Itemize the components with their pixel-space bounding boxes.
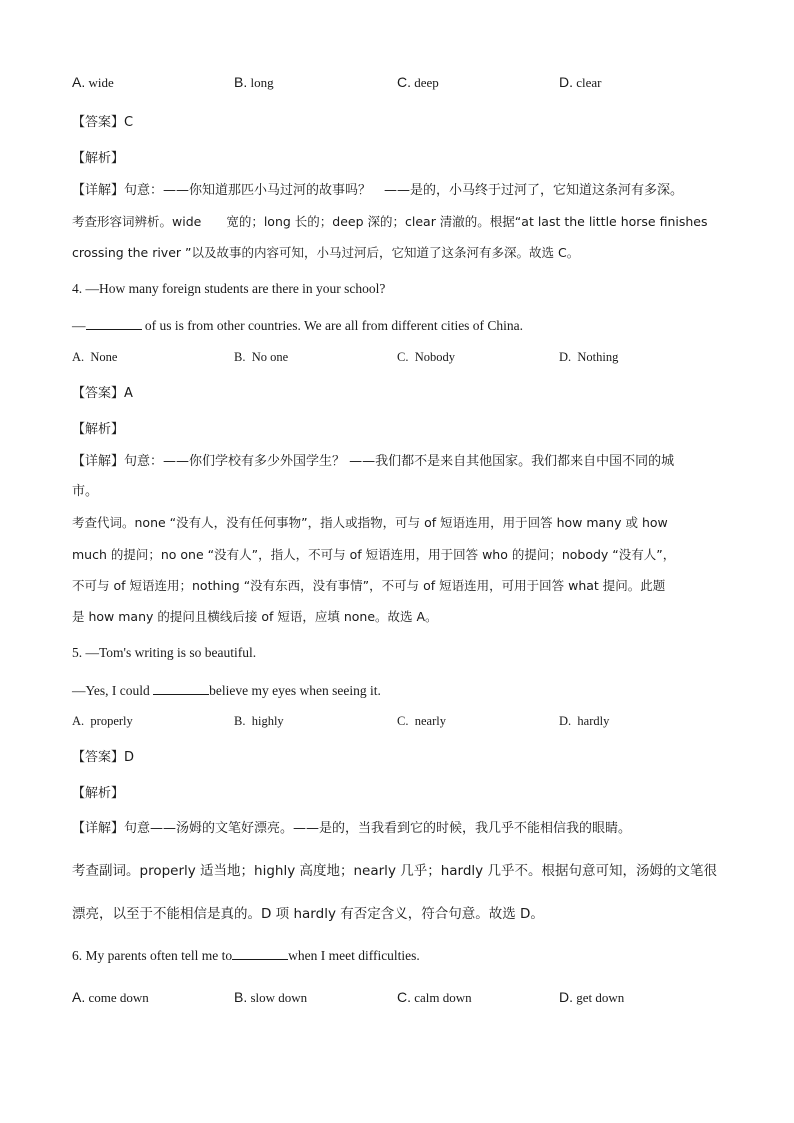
q3-option-d (559, 73, 602, 92)
option-text: come down (88, 990, 149, 1005)
option-letter: D. (559, 74, 573, 90)
option-text: None (90, 350, 118, 364)
stem-suffix: when I meet difficulties. (288, 948, 420, 963)
stem-prefix: — (72, 318, 86, 333)
q3-option-b (234, 73, 274, 92)
answer-blank (153, 681, 209, 695)
q4-detail-1: 【详解】句意：——你们学校有多少外国学生？ ——我们都不是来自其他国家。我们都来自中国不同的城 (72, 454, 675, 469)
q5-stem-2 (72, 681, 381, 700)
option-text: highly (251, 714, 284, 728)
q5-answer: 【答案】D (72, 750, 135, 765)
q6-option-b (234, 988, 307, 1007)
option-text: No one (251, 350, 289, 364)
q5-explain-2: 漂亮，以至于不能相信是真的。D 项 hardly 有否定含义，符合句意。故选 D。 (72, 906, 544, 922)
option-letter: B. (234, 714, 246, 728)
option-letter: D. (559, 989, 573, 1005)
q4-stem-1: 4. —How many foreign students are there in your school? (72, 281, 386, 296)
q3-answer: 【答案】C (72, 115, 134, 130)
q4-explain-1: 考查代词。none “没有人，没有任何事物”，指人或指物，可与 of 短语连用，用于回答 how many 或 how (72, 515, 668, 530)
option-letter: C. (397, 989, 411, 1005)
q5-option-a (72, 712, 133, 730)
option-text: Nobody (414, 350, 455, 364)
q5-option-d (559, 712, 609, 730)
q3-explain-2: crossing the river ”以及故事的内容可知，小马过河后，它知道了这条河有多深。故选 C。 (72, 245, 580, 260)
q4-explain-3: 不可与 of 短语连用；nothing “没有东西，没有事情”，不可与 of 短语连用，可用于回答 what 提问。此题 (72, 578, 666, 593)
option-text: calm down (414, 990, 472, 1005)
q4-explain-2: much 的提问；no one “没有人”，指人，不可与 of 短语连用，用于回答 who 的提问；nobody “没有人”， (72, 547, 676, 562)
q3-option-c (397, 73, 439, 92)
option-text: properly (90, 714, 133, 728)
option-letter: B. (234, 350, 246, 364)
answer-blank (86, 316, 142, 330)
q3-detail: 【详解】句意：——你知道那匹小马过河的故事吗？ ——是的，小马终于过河了，它知道这条河有多深。 (72, 183, 684, 198)
q4-explain-4: 是 how many 的提问且横线后接 of 短语，应填 none。故选 A。 (72, 609, 438, 624)
option-letter: B. (234, 74, 248, 90)
option-text: get down (576, 990, 625, 1005)
q5-detail: 【详解】句意——汤姆的文笔好漂亮。——是的，当我看到它的时候，我几乎不能相信我的眼睛。 (72, 821, 632, 836)
q4-option-b (234, 348, 288, 366)
option-letter: B. (234, 989, 248, 1005)
option-letter: A. (72, 714, 85, 728)
option-text: deep (414, 75, 439, 90)
option-letter: C. (397, 74, 411, 90)
q4-option-c (397, 348, 455, 366)
option-text: long (250, 75, 274, 90)
q6-option-d (559, 988, 624, 1007)
stem-prefix: 6. My parents often tell me to (72, 948, 233, 963)
q5-analysis-label: 【解析】 (72, 786, 125, 801)
q4-stem-2 (72, 316, 523, 335)
q5-option-b (234, 712, 284, 730)
q3-option-a (72, 73, 114, 92)
option-letter: C. (397, 350, 409, 364)
stem-prefix: —Yes, I could (72, 683, 154, 698)
option-letter: A. (72, 74, 86, 90)
option-letter: D. (559, 714, 572, 728)
answer-blank (232, 946, 288, 960)
stem-suffix: of us is from other countries. We are all from different cities of China. (141, 318, 524, 333)
option-letter: D. (559, 350, 572, 364)
q4-detail-2: 市。 (72, 484, 99, 499)
option-text: hardly (577, 714, 610, 728)
q5-stem-1: 5. —Tom's writing is so beautiful. (72, 645, 257, 660)
q3-explain-1: 考查形容词辨析。wide 宽的；long 长的；deep 深的；clear 清澈的。根据“at last the little horse finishes (72, 214, 708, 229)
q4-analysis-label: 【解析】 (72, 422, 125, 437)
option-text: nearly (414, 714, 446, 728)
option-letter: A. (72, 989, 86, 1005)
option-text: slow down (250, 990, 308, 1005)
q4-answer: 【答案】A (72, 386, 133, 401)
option-letter: C. (397, 714, 409, 728)
q4-option-d (559, 348, 618, 366)
q4-option-a (72, 348, 117, 366)
q3-analysis-label: 【解析】 (72, 151, 125, 166)
option-text: wide (88, 75, 114, 90)
q5-explain-1: 考查副词。properly 适当地；highly 高度地；nearly 几乎；hardly 几乎不。根据句意可知，汤姆的文笔很 (72, 863, 717, 879)
q5-option-c (397, 712, 446, 730)
option-text: Nothing (577, 350, 619, 364)
option-letter: A. (72, 350, 85, 364)
stem-suffix: believe my eyes when seeing it. (209, 683, 381, 698)
q6-stem (72, 946, 420, 965)
option-text: clear (576, 75, 602, 90)
q6-option-a (72, 988, 149, 1007)
q6-option-c (397, 988, 472, 1007)
